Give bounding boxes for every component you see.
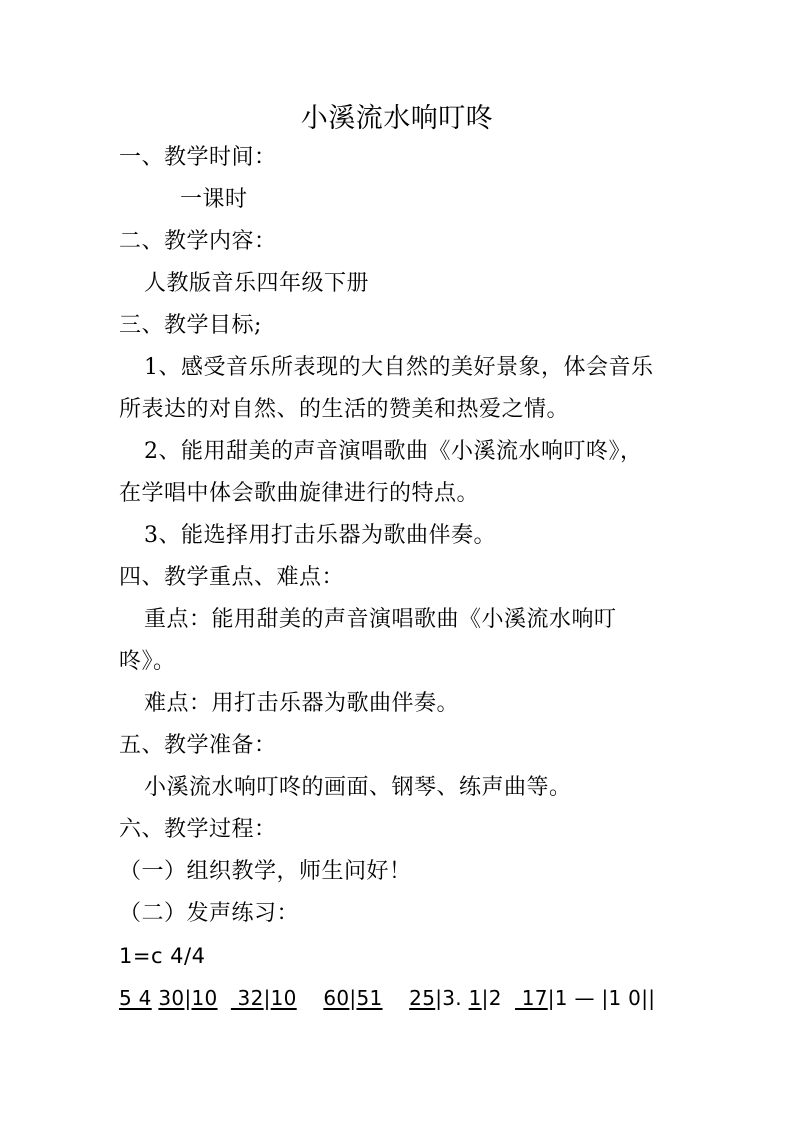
text-line: 在学唱中体会歌曲旋律进行的特点。	[119, 481, 480, 506]
notation-token: 51	[356, 986, 383, 1010]
text-line: 小溪流水响叮咚的画面、钢琴、练声曲等。	[144, 775, 572, 800]
section-heading-time: 一、教学时间：	[119, 145, 277, 170]
text-line: 难点：用打击乐器为歌曲伴奏。	[144, 691, 460, 716]
music-notation	[119, 984, 655, 1012]
text-line: 一课时	[180, 187, 248, 212]
page-title: 小溪流水响叮咚	[300, 103, 494, 134]
text-line: 人教版音乐四年级下册	[144, 271, 370, 296]
text-line: （二）发声练习：	[119, 901, 300, 926]
section-heading-content: 二、教学内容：	[119, 229, 277, 254]
section-heading-goals: 三、教学目标;	[119, 313, 262, 338]
text-line: 1、感受音乐所表现的大自然的美好景象，体会音乐	[144, 355, 654, 380]
notation-token: 17	[515, 986, 548, 1010]
notation-token: |2	[481, 986, 516, 1010]
notation-token: |	[263, 986, 271, 1010]
notation-token: 32	[230, 986, 264, 1010]
notation-token: 10	[191, 986, 218, 1010]
text-line: 重点：能用甜美的声音演唱歌曲《小溪流水响叮	[144, 607, 617, 632]
section-heading-prep: 五、教学准备：	[119, 733, 277, 758]
notation-token: |3.	[435, 986, 469, 1010]
notation-token	[297, 986, 324, 1010]
text-line: （一）组织教学，师生问好！	[119, 859, 412, 884]
text-line: 咚》。	[119, 649, 176, 674]
notation-token: 5 4	[119, 986, 152, 1010]
notation-token: |	[184, 986, 192, 1010]
text-line: 所表达的对自然、的生活的赞美和热爱之情。	[119, 397, 570, 422]
notation-token: 30	[158, 986, 185, 1010]
notation-token: |1 — |1 0||	[547, 986, 656, 1010]
section-heading-key-points: 四、教学重点、难点：	[119, 565, 345, 590]
section-heading-process: 六、教学过程：	[119, 817, 277, 842]
notation-token: 10	[270, 986, 297, 1010]
text-line: 2、能用甜美的声音演唱歌曲《小溪流水响叮咚》，	[144, 439, 643, 464]
notation-token: 25	[409, 986, 436, 1010]
notation-token: |	[349, 986, 357, 1010]
notation-token	[383, 986, 410, 1010]
key-signature: 1=c 4/4	[119, 944, 206, 968]
notation-token: 1	[468, 986, 482, 1010]
notation-token: 60	[323, 986, 350, 1010]
notation-token	[218, 986, 231, 1010]
text-line: 3、能选择用打击乐器为歌曲伴奏。	[144, 523, 496, 548]
